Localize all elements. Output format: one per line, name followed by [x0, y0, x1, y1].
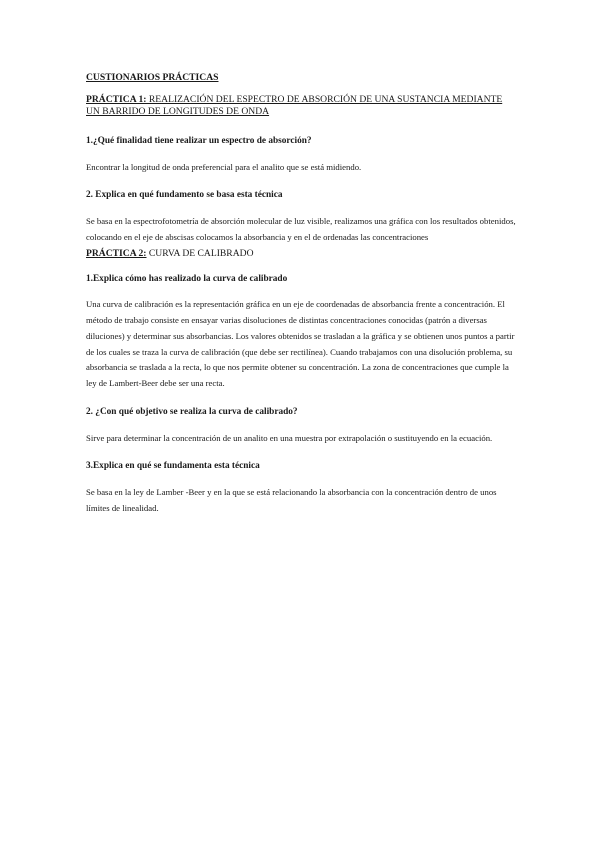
p2-answer-3: Se basa en la ley de Lamber -Beer y en la que se está relacionando la absorbancia con la concentración dentro de unos límites de linealidad. — [86, 487, 497, 514]
p1-question-2: 2. Explica en qué fundamento se basa esta técnica — [86, 190, 283, 201]
p2-question-3: 3.Explica en qué se fundamenta esta técnica — [86, 461, 260, 472]
practice-2-label: PRÁCTICA 2: — [86, 247, 147, 259]
document-content — [86, 72, 516, 531]
p1-question-1: 1.¿Qué finalidad tiene realizar un espectro de absorción? — [86, 136, 312, 146]
practice-2-heading — [86, 248, 516, 260]
practice-1-heading — [86, 94, 516, 117]
practice-1-title: REALIZACIÓN DEL ESPECTRO DE ABSORCIÓN DE UNA SUSTANCIA MEDIANTE UN BARRIDO DE LONGITUDES DE ONDA — [86, 94, 503, 117]
practice-2-title: CURVA DE CALIBRADO — [146, 247, 254, 259]
p1-answer-2: Se basa en la espectrofotometría de absorción molecular de luz visible, realizamos una gráfica con los resultados obtenidos, colocando en el eje de abscisas colocamos la absorbancia y en el de ordenadas las concentraciones — [86, 216, 516, 243]
p2-question-2: 2. ¿Con qué objetivo se realiza la curva de calibrado? — [86, 406, 298, 417]
document-title: CUSTIONARIOS PRÁCTICAS — [86, 72, 219, 83]
p2-answer-1: Una curva de calibración es la representación gráfica en un eje de coordenadas de absorbancia frente a concentración. El método de trabajo consiste en ensayar varias disoluciones de distintas concentraciones conocidas (patrón a diversas diluciones) y determinar sus absorbancias. Los valores obtenidos se trasladan a la gráfica y se obtienen unos puntos a partir de los cuales se traza la curva de calibración (que debe ser rectilínea). Cuando trabajamos con una disolución problema, su absorbancia se traslada a la recta, lo que nos permite obtener su concentración. La zona de concentraciones que cumple la ley de Lambert-Beer debe ser una recta. — [86, 299, 515, 389]
p1-answer-1: Encontrar la longitud de onda preferencial para el analito que se está midiendo. — [86, 162, 362, 172]
practice-1-label: PRÁCTICA 1: — [86, 94, 147, 105]
p2-question-1: 1.Explica cómo has realizado la curva de calibrado — [86, 274, 288, 285]
p2-answer-2: Sirve para determinar la concentración de un analito en una muestra por extrapolación o sustituyendo en la ecuación. — [86, 432, 493, 443]
